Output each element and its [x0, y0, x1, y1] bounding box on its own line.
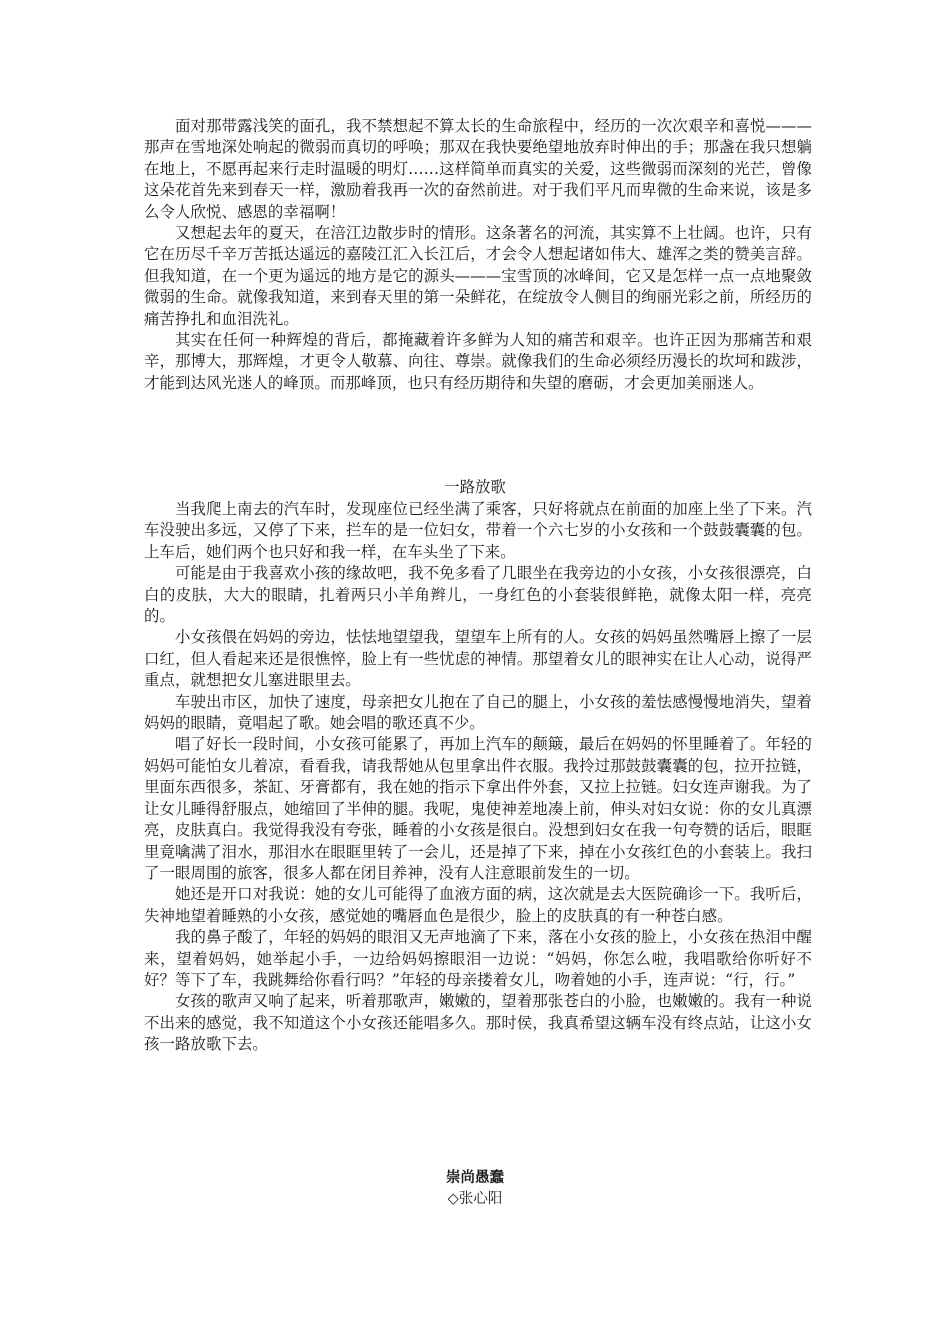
paragraph: 唱了好长一段时间，小女孩可能累了，再加上汽车的颠簸，最后在妈妈的怀里睡着了。年轻的妈妈可能怕女儿着凉，看看我，请我帮她从包里拿出件衣服。我拎过那鼓鼓囊囊的包，拉开拉链，里面东西很多，茶缸、牙膏都有，我在她的指示下拿出件外套，又拉上拉链。妇女连声谢我。为了让女儿睡得舒服点，她缩回了半伸的腿。我呢，鬼使神差地凑上前，伸头对妇女说：你的女儿真漂亮，皮肤真白。我觉得我没有夸张，睡着的小女孩是很白。没想到妇女在我一句夸赞的话后，眼眶里竟噙满了泪水，那泪水在眼眶里转了一会儿，还是掉了下来，掉在小女孩红色的小套装上。我扫了一眼周围的旅客，很多人都在闭目养神，没有人注意眼前发生的一切。: [144, 735, 812, 882]
author-line: ◇张心阳: [447, 1191, 503, 1207]
paragraph: 我的鼻子酸了，年轻的妈妈的眼泪又无声地滴了下来，落在小女孩的脸上，小女孩在热泪中醒来，望着妈妈，她举起小手，一边给妈妈擦眼泪一边说：“妈妈，你怎么啦，我唱歌给你听好不好？等下了车，我跳舞给你看行吗？”年轻的母亲搂着女儿，吻着她的小手，连声说：“行，行。”: [144, 928, 812, 989]
paragraph: 面对那带露浅笑的面孔，我不禁想起不算太长的生命旅程中，经历的一次次艰辛和喜悦———那声在雪地深处响起的微弱而真切的呼唤；那双在我快要绝望地放弃时伸出的手；那盏在我只想躺在地上，不愿再起来行走时温暖的明灯……这样简单而真实的关爱，这些微弱而深刻的光芒，曾像这朵花首先来到春天一样，激励着我再一次的奋然前进。对于我们平凡而卑微的生命来说，该是多么令人欣悦、感恩的幸福啊！: [144, 117, 812, 221]
paragraph: 小女孩偎在妈妈的旁边，怯怯地望望我，望望车上所有的人。女孩的妈妈虽然嘴唇上擦了一层口红，但人看起来还是很憔悴，脸上有一些忧虑的神情。那望着女儿的眼神实在让人心动，说得严重点，就想把女儿塞进眼里去。: [144, 628, 812, 690]
paragraph: 可能是由于我喜欢小孩的缘故吧，我不免多看了几眼坐在我旁边的小女孩，小女孩很漂亮，白白的皮肤，大大的眼睛，扎着两只小羊角辫儿，一身红色的小套装很鲜艳，就像太阳一样，亮亮的。: [144, 564, 812, 626]
article-body: [144, 499, 812, 1056]
paragraph: 当我爬上南去的汽车时，发现座位已经坐满了乘客，只好将就点在前面的加座上坐了下来。汽车没驶出多远，又停了下来，拦车的是一位妇女，带着一个六七岁的小女孩和一个鼓鼓囊囊的包。上车后，她们两个也只好和我一样，在车头坐了下来。: [144, 500, 812, 561]
paragraph: 女孩的歌声又响了起来，听着那歌声，嫩嫩的，望着那张苍白的小脸，也嫩嫩的。我有一种说不出来的感觉，我不知道这个小女孩还能唱多久。那时侯，我真希望这辆车没有终点站，让这小女孩一路放歌下去。: [144, 992, 812, 1054]
paragraph: 车驶出市区，加快了速度，母亲把女儿抱在了自己的腿上，小女孩的羞怯感慢慢地消失，望着妈妈的眼睛，竟唱起了歌。她会唱的歌还真不少。: [144, 692, 812, 733]
next-article-title: 崇尚愚蠢: [446, 1170, 504, 1186]
article-title: 一路放歌: [444, 478, 506, 496]
essay-continuation: [144, 116, 812, 394]
paragraph: 其实在任何一种辉煌的背后，都掩藏着许多鲜为人知的痛苦和艰辛。也许正因为那痛苦和艰辛，那博大，那辉煌，才更令人敬慕、向往、尊崇。就像我们的生命必须经历漫长的坎坷和跋涉，才能到达风光迷人的峰顶。而那峰顶，也只有经历期待和失望的磨砺，才会更加美丽迷人。: [144, 331, 812, 392]
paragraph: 她还是开口对我说：她的女儿可能得了血液方面的病，这次就是去大医院确诊一下。我听后，失神地望着睡熟的小女孩，感觉她的嘴唇血色是很少，脸上的皮肤真的有一种苍白感。: [144, 885, 812, 925]
paragraph: 又想起去年的夏天，在涪江边散步时的情形。这条著名的河流，其实算不上壮阔。也许，只有它在历尽千辛万苦抵达遥远的嘉陵江汇入长江后，才会令人想起诸如伟大、雄浑之类的赞美言辞。但我知道，在一个更为遥远的地方是它的源头———宝雪顶的冰峰间，它又是怎样一点一点地聚敛微弱的生命。就像我知道，来到春天里的第一朵鲜花，在绽放令人侧目的绚丽光彩之前，所经历的痛苦挣扎和血泪洗礼。: [144, 224, 812, 328]
